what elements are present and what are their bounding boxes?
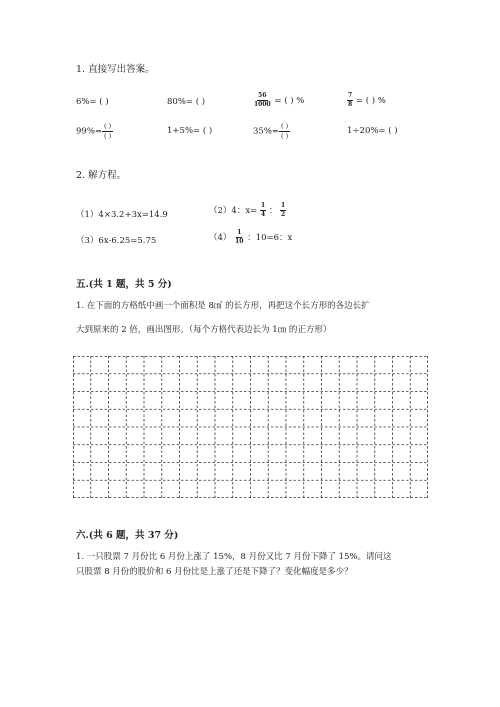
section-heading-six: 六.(共 6 题，共 37 分) [76,530,179,541]
equation-1: （1）4×3.2+3x=14.9 [76,210,168,220]
denominator: 8 [348,101,353,108]
numerator: 7 [348,92,353,99]
numerator-blank: ( ) [281,122,289,130]
question-text-line-2: 只股票 8 月份的股价和 6 月份比是上涨了还是下降了？变化幅度是多少？ [76,567,353,577]
denominator: 2 [281,211,286,218]
equation-4 [209,230,292,245]
expression-tail: = ( ) % [355,96,386,106]
denominator-blank: ( ) [104,131,112,140]
expression-tail: ：10=6：x [247,233,293,243]
expression-lead: （2）4：x= [209,206,258,216]
expression-lead: 35%= [253,126,280,137]
problem-fraction-7-8 [347,93,386,108]
numerator-blank: ( ) [104,122,112,130]
fraction [347,93,353,108]
grid-paper[interactable] [73,356,428,498]
answer-fraction [102,123,113,139]
question-text-line-1: 1. 一只股票 7 月份比 6 月份上涨了 15%，8 月份又比 7 月份下降了 15%。请问这 [76,552,392,562]
equation-3: （3）6x-6.25=5.75 [76,236,157,246]
problem-1-div-20-percent: 1÷20%= ( ) [347,126,398,136]
problem-6-percent: 6%= ( ) [76,97,109,107]
fraction [253,93,272,108]
problem-fraction-56-1000 [253,93,304,108]
numerator: 56 [258,92,267,99]
expression-lead: （4） [209,233,232,243]
fraction [234,230,244,245]
question-text-line-2: 大到原来的 2 倍，画出图形。（每个方格代表边长为 1㎝ 的正方形） [76,325,332,335]
section-heading-direct-answers: 1. 直接写出答案。 [76,64,155,75]
expression-lead: 99%= [76,126,103,137]
denominator-blank: ( ) [281,131,289,140]
denominator: 1000 [254,101,271,108]
fraction [260,203,266,218]
problem-35-percent [253,123,290,139]
section-heading-equations: 2. 解方程。 [76,170,127,181]
problem-80-percent: 80%= ( ) [167,97,206,107]
numerator: 1 [237,229,242,236]
problem-99-percent [76,123,113,139]
fraction [280,203,286,218]
denominator: 10 [235,238,244,245]
equation-2 [209,203,286,218]
expression-tail: = ( ) % [274,96,305,106]
question-text-line-1: 1. 在下面的方格纸中画一个面积是 8㎠ 的长方形，再把这个长方形的各边长扩 [76,301,370,311]
answer-fraction [279,123,290,139]
ratio-colon: ： [268,206,278,216]
denominator: 4 [260,211,266,218]
problem-1-plus-5-percent: 1+5%= ( ) [167,126,213,136]
numerator: 1 [281,202,286,209]
numerator: 1 [260,202,266,209]
section-heading-five: 五.(共 1 题，共 5 分) [76,279,172,290]
